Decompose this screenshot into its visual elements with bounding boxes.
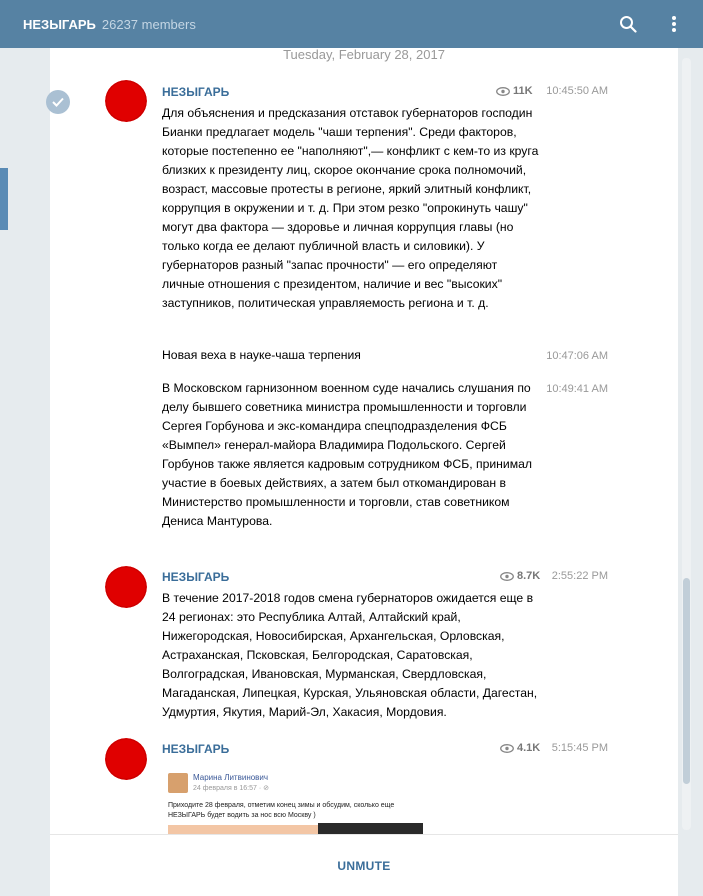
photo-author-avatar xyxy=(168,773,188,793)
channel-title[interactable]: НЕЗЫГАРЬ xyxy=(23,16,96,32)
view-count xyxy=(500,570,540,582)
eye-icon xyxy=(500,572,514,581)
unmute-button[interactable]: UNMUTE xyxy=(337,858,391,873)
view-count xyxy=(496,85,533,97)
eye-icon xyxy=(500,744,514,753)
view-count xyxy=(500,742,540,754)
channel-avatar[interactable] xyxy=(105,738,147,780)
message-text: Для объяснения и предсказания отставок губернаторов господин Бианки предлагает модель "чаши терпения". Среди факторов, которые постепенно ее "наполняют",— конфликт с кем-то из круга близких к президенту лиц, скорое окончание срока полномочий, возраст, массовые протесты в регионе, яркий элитный конфликт, коррупция в окружении и т. д. При этом резко "опрокинуть чашу" могут два фактора — здоровье и личная коррупция главы (но только когда ее делают публичной власть и силовики). У губернаторов разный "запас прочности" — его определяют личные отношения с президентом, наличие и вес "высоких" заступников, политическая управляемость региона и т. д. xyxy=(162,106,539,310)
select-check-icon[interactable] xyxy=(46,90,70,114)
message-photo[interactable] xyxy=(163,765,423,837)
member-count[interactable]: 26237 members xyxy=(101,16,196,32)
message-text: В течение 2017-2018 годов смена губернаторов ожидается еще в 24 регионах: это Республика Алтай, Алтайский край, Нижегородская, Новосибирская, Архангельская, Орловская, Астраханская, Псковская, Белгородская, Саратовская, Волгоградская, Ивановская, Мурманская, Свердловская, Магаданская, Липецкая, Курская, Ульяновская области, Дагестан, Удмуртия, Якутия, Марий-Эл, Хакасия, Мордовия. xyxy=(162,591,538,719)
scrollbar-thumb[interactable] xyxy=(683,578,690,784)
search-icon[interactable] xyxy=(613,9,643,39)
date-separator: Tuesday, February 28, 2017 xyxy=(283,47,445,62)
message-time: 10:49:41 AM xyxy=(546,383,608,395)
message-author[interactable]: НЕЗЫГАРЬ xyxy=(162,570,230,584)
channel-avatar[interactable] xyxy=(105,566,147,608)
more-vert-icon[interactable] xyxy=(659,9,689,39)
chat-footer xyxy=(50,834,678,896)
message-time: 5:15:45 PM xyxy=(551,742,608,754)
photo-author-name: Марина Литвинович xyxy=(193,773,269,782)
view-count-value: 4.1K xyxy=(517,742,541,754)
message-text: Новая веха в науке-чаша терпения xyxy=(162,348,361,362)
photo-post-text: Приходите 28 февраля, отметим конец зимы и обсудим, сколько еще НЕЗЫГАРЬ будет водить за нос всю Москву ) xyxy=(168,802,395,819)
view-count-value: 8.7K xyxy=(517,570,541,582)
eye-icon xyxy=(496,87,510,96)
sidebar-edge-tab[interactable] xyxy=(0,168,8,230)
message-author[interactable]: НЕЗЫГАРЬ xyxy=(162,742,230,756)
message-author[interactable]: НЕЗЫГАРЬ xyxy=(162,85,230,99)
view-count-value: 11K xyxy=(513,85,533,97)
message-time: 2:55:22 PM xyxy=(551,570,608,582)
chat-header xyxy=(0,0,703,48)
message-time: 10:47:06 AM xyxy=(546,350,608,362)
photo-post-date: 24 февраля в 16:57 · ⊘ xyxy=(193,785,269,792)
message-time: 10:45:50 AM xyxy=(546,85,608,97)
channel-avatar[interactable] xyxy=(105,80,147,122)
message-text: В Московском гарнизонном военном суде начались слушания по делу бывшего советника министра промышленности и торговли Сергея Горбунова и экс-командира спецподразделения ФСБ «Вымпел» генерал-майора Владимира Подольского. Сергей Горбунов также является кадровым сотрудником ФСБ, принимал участие в боевых действиях, а затем был откомандирован в Министерство промышленности и торговли, став советником Дениса Мантурова. xyxy=(162,381,532,528)
